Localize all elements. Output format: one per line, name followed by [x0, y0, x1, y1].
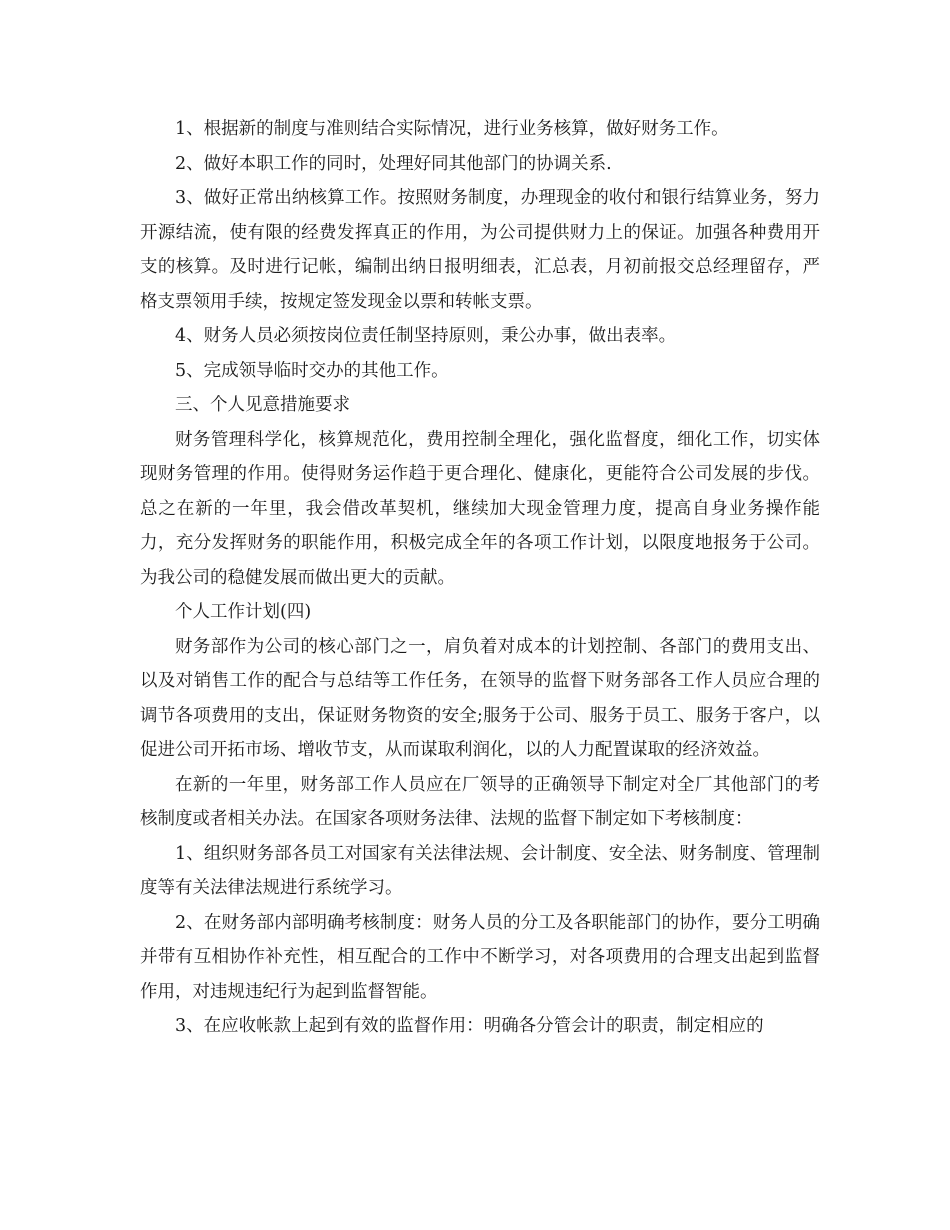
paragraph-rule-2: 2、在财务部内部明确考核制度：财务人员的分工及各职能部门的协作，要分工明确并带有互相协作补充性，相互配合的工作中不断学习，对各项费用的合理支出起到监督作用，对违规违纪行为起到监督智能。 — [140, 912, 820, 1002]
paragraph-item-4: 4、财务人员必须按岗位责任制坚持原则，秉公办事，做出表率。 — [175, 326, 677, 346]
paragraph-item-1: 1、根据新的制度与准则结合实际情况，进行业务核算，做好财务工作。 — [175, 119, 729, 139]
paragraph-item-2: 2、做好本职工作的同时，处理好同其他部门的协调关系. — [175, 153, 612, 174]
paragraph-summary: 财务管理科学化，核算规范化，费用控制全理化，强化监督度，细化工作，切实体现财务管理的作用。使得财务运作趋于更合理化、健康化，更能符合公司发展的步伐。总之在新的一年里，我会借改革契机，继续加大现金管理力度，提高自身业务操作能力，充分发挥财务的职能作用，积极完成全年的各项工作计划，以限度地报务于公司。为我公司的稳健发展而做出更大的贡献。 — [140, 429, 820, 588]
document-body — [140, 112, 820, 1044]
paragraph-new-year: 在新的一年里，财务部工作人员应在厂领导的正确领导下制定对全厂其他部门的考核制度或者相关办法。在国家各项财务法律、法规的监督下制定如下考核制度： — [140, 774, 820, 829]
paragraph-item-5: 5、完成领导临时交办的其他工作。 — [175, 360, 449, 381]
paragraph-intro: 财务部作为公司的核心部门之一，肩负着对成本的计划控制、各部门的费用支出、以及对销售工作的配合与总结等工作任务，在领导的监督下财务部各工作人员应合理的调节各项费用的支出，保证财务物资的安全;服务于公司、服务于员工、服务于客户，以促进公司开拓市场、增收节支，从而谋取利润化，以的人力配置谋取的经济效益。 — [140, 636, 820, 760]
paragraph-rule-3: 3、在应收帐款上起到有效的监督作用：明确各分管会计的职责，制定相应的 — [175, 1016, 764, 1036]
plan-heading-4: 个人工作计划(四) — [175, 602, 312, 622]
section-heading-3: 三、个人见意措施要求 — [175, 395, 350, 415]
paragraph-item-3: 3、做好正常出纳核算工作。按照财务制度，办理现金的收付和银行结算业务，努力开源结流，使有限的经费发挥真正的作用，为公司提供财力上的保证。加强各种费用开支的核算。及时进行记帐，编制出纳日报明细表，汇总表，月初前报交总经理留存，严格支票领用手续，按规定签发现金以票和转帐支票。 — [140, 188, 820, 312]
paragraph-rule-1: 1、组织财务部各员工对国家有关法律法规、会计制度、安全法、财务制度、管理制度等有关法律法规进行系统学习。 — [140, 843, 820, 898]
